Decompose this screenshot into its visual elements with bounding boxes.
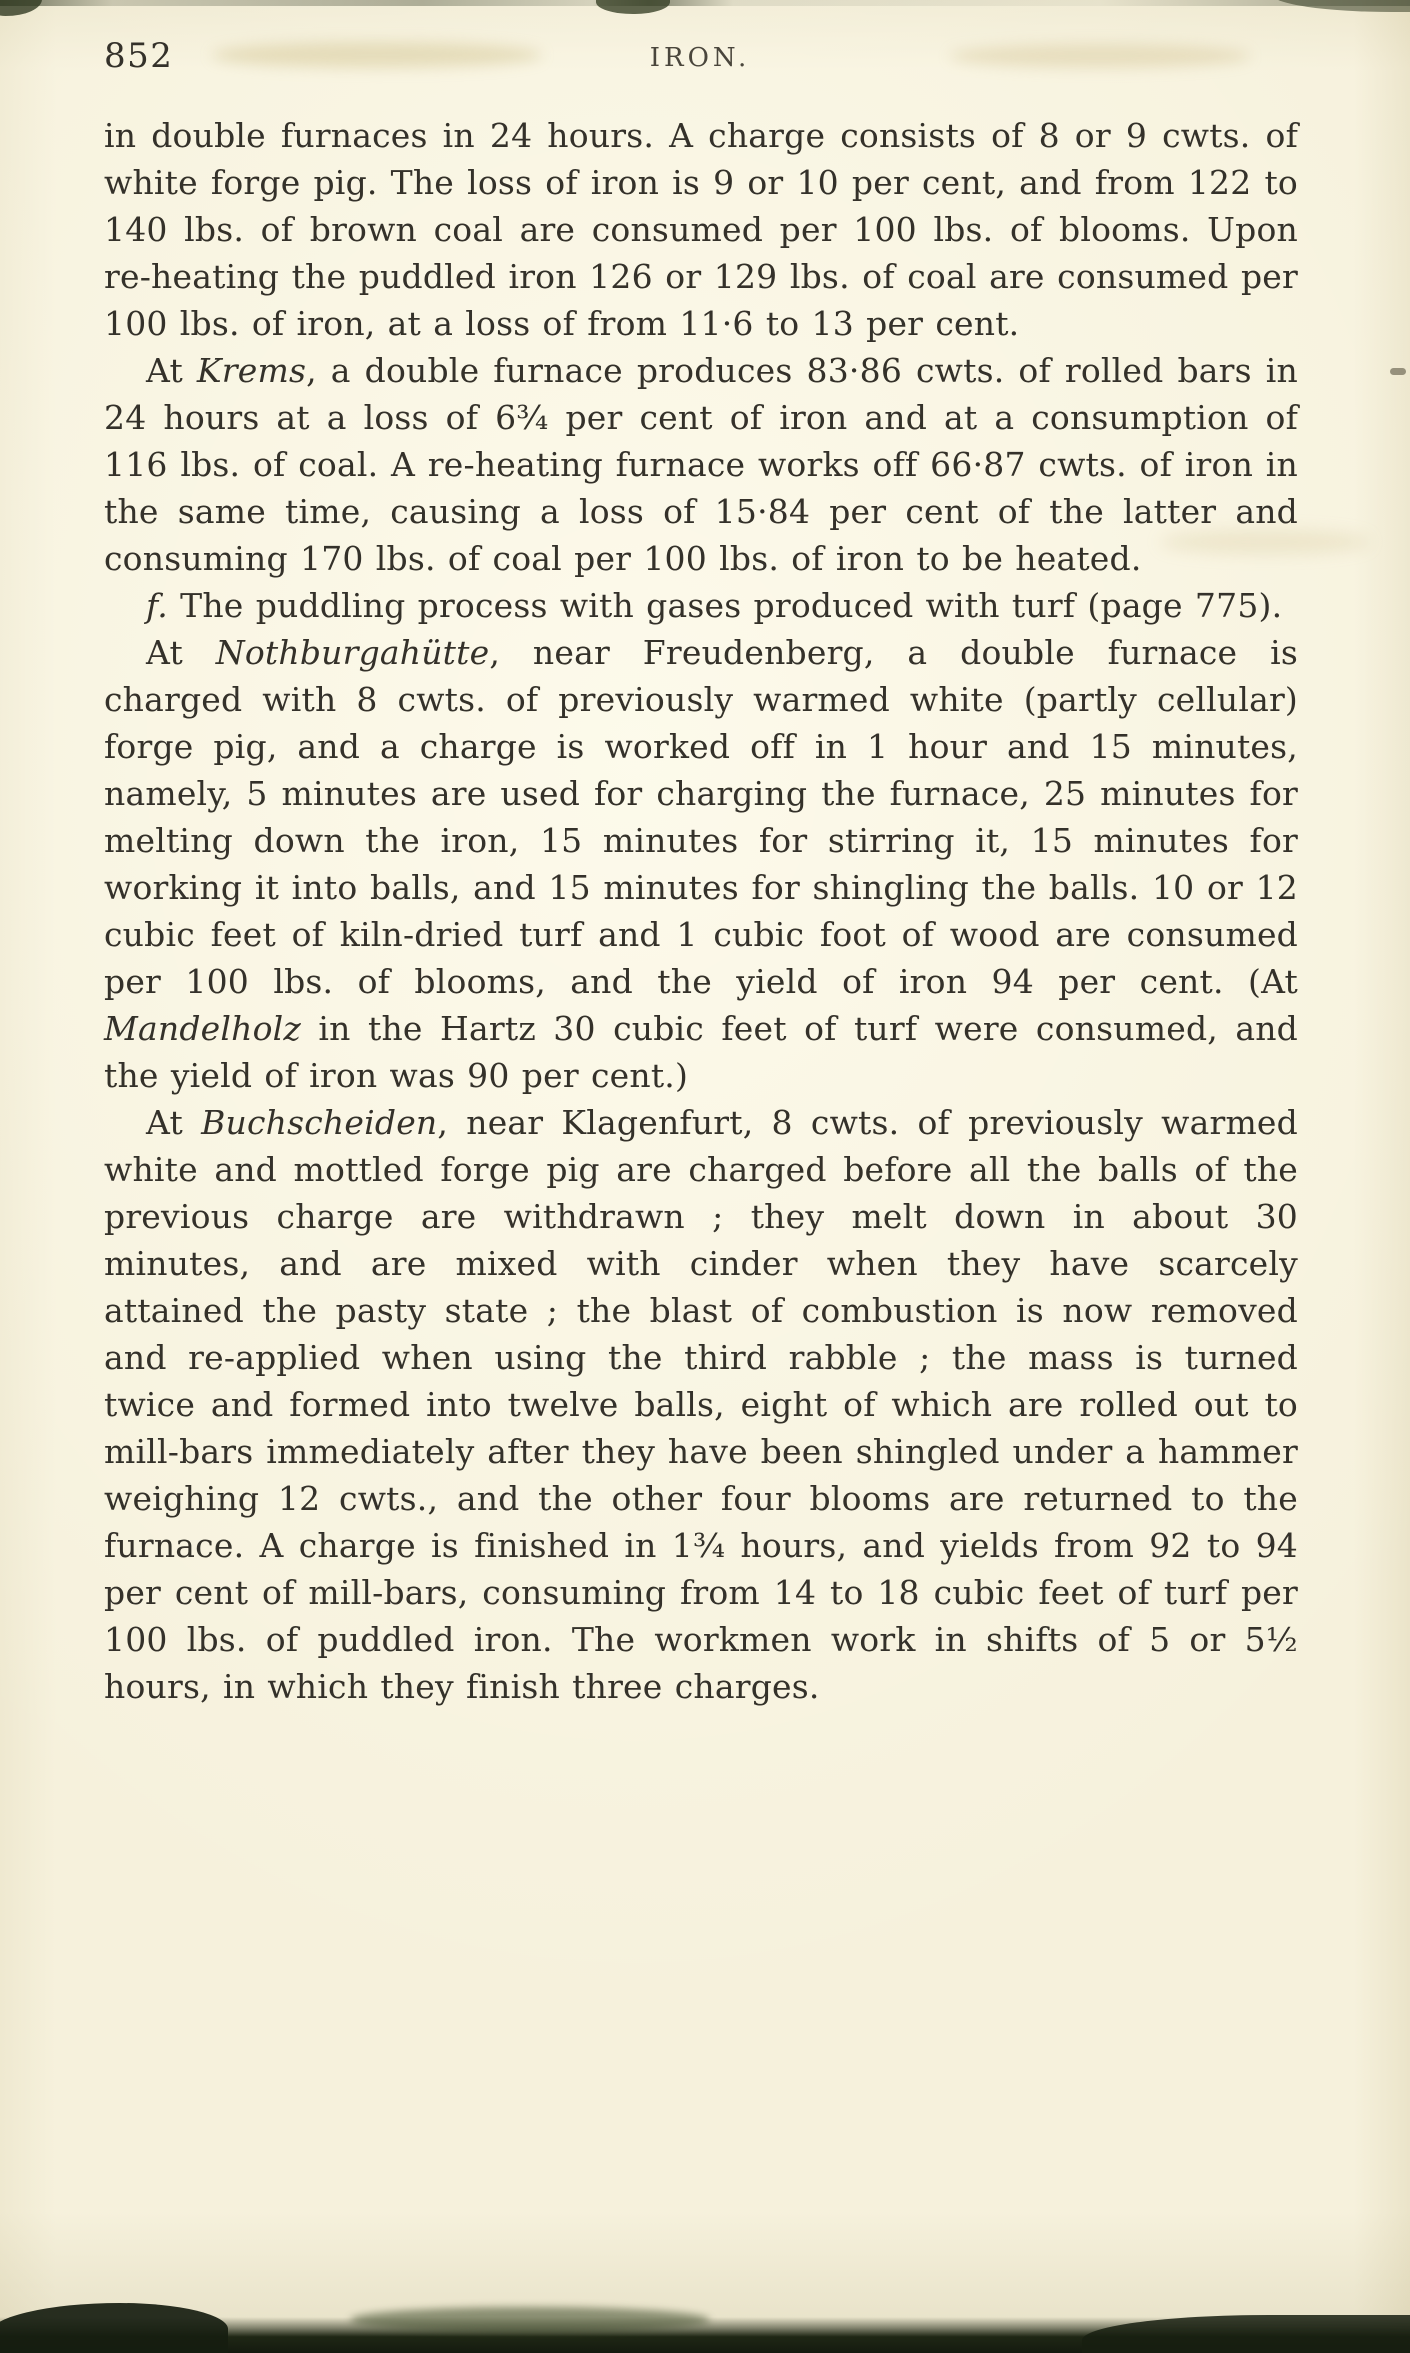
scan-corner-bottom-left: [0, 2303, 228, 2353]
page-body: [104, 112, 1298, 1710]
page-header: [104, 36, 1296, 88]
paragraph-krems: [104, 347, 1298, 582]
scan-notch-top: [596, 0, 670, 14]
scan-edge-bottom: [0, 2317, 1410, 2353]
scan-mark-right-margin: [1390, 368, 1406, 375]
text-segment: The puddling process with gases produced with turf (page 775).: [167, 586, 1283, 625]
italic-term: Buchscheiden: [201, 1103, 438, 1142]
italic-term: Nothburgahütte: [215, 633, 490, 672]
scan-corner-top-left: [0, 0, 42, 16]
text-segment: At: [146, 633, 216, 672]
scan-corner-top-right: [1272, 0, 1410, 12]
text-segment: At: [146, 351, 197, 390]
text-segment: in double furnaces in 24 hours. A charge consists of 8 or 9 cwts. of white forge pig. The loss of iron is 9 or 10 per cent, and from 122 to 140 lbs. of brown coal are consumed per 100 lbs. of blooms. Upon re-heating the puddled iron 126 or 129 lbs. of coal are consumed per 100 lbs. of iron, at a loss of from 11·6 to 13 per cent.: [104, 116, 1298, 343]
italic-term: Krems: [196, 351, 307, 390]
scan-blob-bottom: [350, 2307, 710, 2333]
paragraph-puddling-heading: [104, 582, 1298, 629]
italic-term: f.: [146, 586, 168, 625]
running-title: IRON.: [649, 43, 751, 73]
paragraph-nothburgahuette: [104, 629, 1298, 1099]
text-segment: At: [146, 1103, 202, 1142]
scan-edge-top: [0, 0, 1410, 6]
italic-term: Mandelholz: [104, 1009, 301, 1048]
text-segment: in the Hartz 30 cubic feet of turf were consumed, and the yield of iron was 90 per cent.): [104, 1009, 1298, 1095]
paragraph-continuation: [104, 112, 1298, 347]
page-number: 852: [104, 36, 174, 76]
scan-corner-bottom-right: [1082, 2315, 1410, 2353]
text-segment: , near Freudenberg, a double furnace is charged with 8 cwts. of previously warmed white (partly cellular) forge pig, and a charge is worked off in 1 hour and 15 minutes, namely, 5 minutes are used for charging the furnace, 25 minutes for melting down the iron, 15 minutes for stirring it, 15 minutes for working it into balls, and 15 minutes for shingling the balls. 10 or 12 cubic feet of kiln-dried turf and 1 cubic foot of wood are consumed per 100 lbs. of blooms, and the yield of iron 94 per cent. (At: [104, 633, 1298, 1001]
text-segment: , a double furnace produces 83·86 cwts. of rolled bars in 24 hours at a loss of 6¾ per cent of iron and at a consumption of 116 lbs. of coal. A re-heating furnace works off 66·87 cwts. of iron in the same time, causing a loss of 15·84 per cent of the latter and consuming 170 lbs. of coal per 100 lbs. of iron to be heated.: [104, 351, 1298, 578]
paragraph-buchscheiden: [104, 1099, 1298, 1710]
text-segment: , near Klagenfurt, 8 cwts. of previously warmed white and mottled forge pig are charged before all the balls of the previous charge are withdrawn ; they melt down in about 30 minutes, and are mixed with cinder when they have scarcely attained the pasty state ; the blast of combustion is now removed and re-applied when using the third rabble ; the mass is turned twice and formed into twelve balls, eight of which are rolled out to mill-bars immediately after they have been shingled under a hammer weighing 12 cwts., and the other four blooms are returned to the furnace. A charge is finished in 1¾ hours, and yields from 92 to 94 per cent of mill-bars, consuming from 14 to 18 cubic feet of turf per 100 lbs. of puddled iron. The workmen work in shifts of 5 or 5½ hours, in which they finish three charges.: [104, 1103, 1298, 1706]
